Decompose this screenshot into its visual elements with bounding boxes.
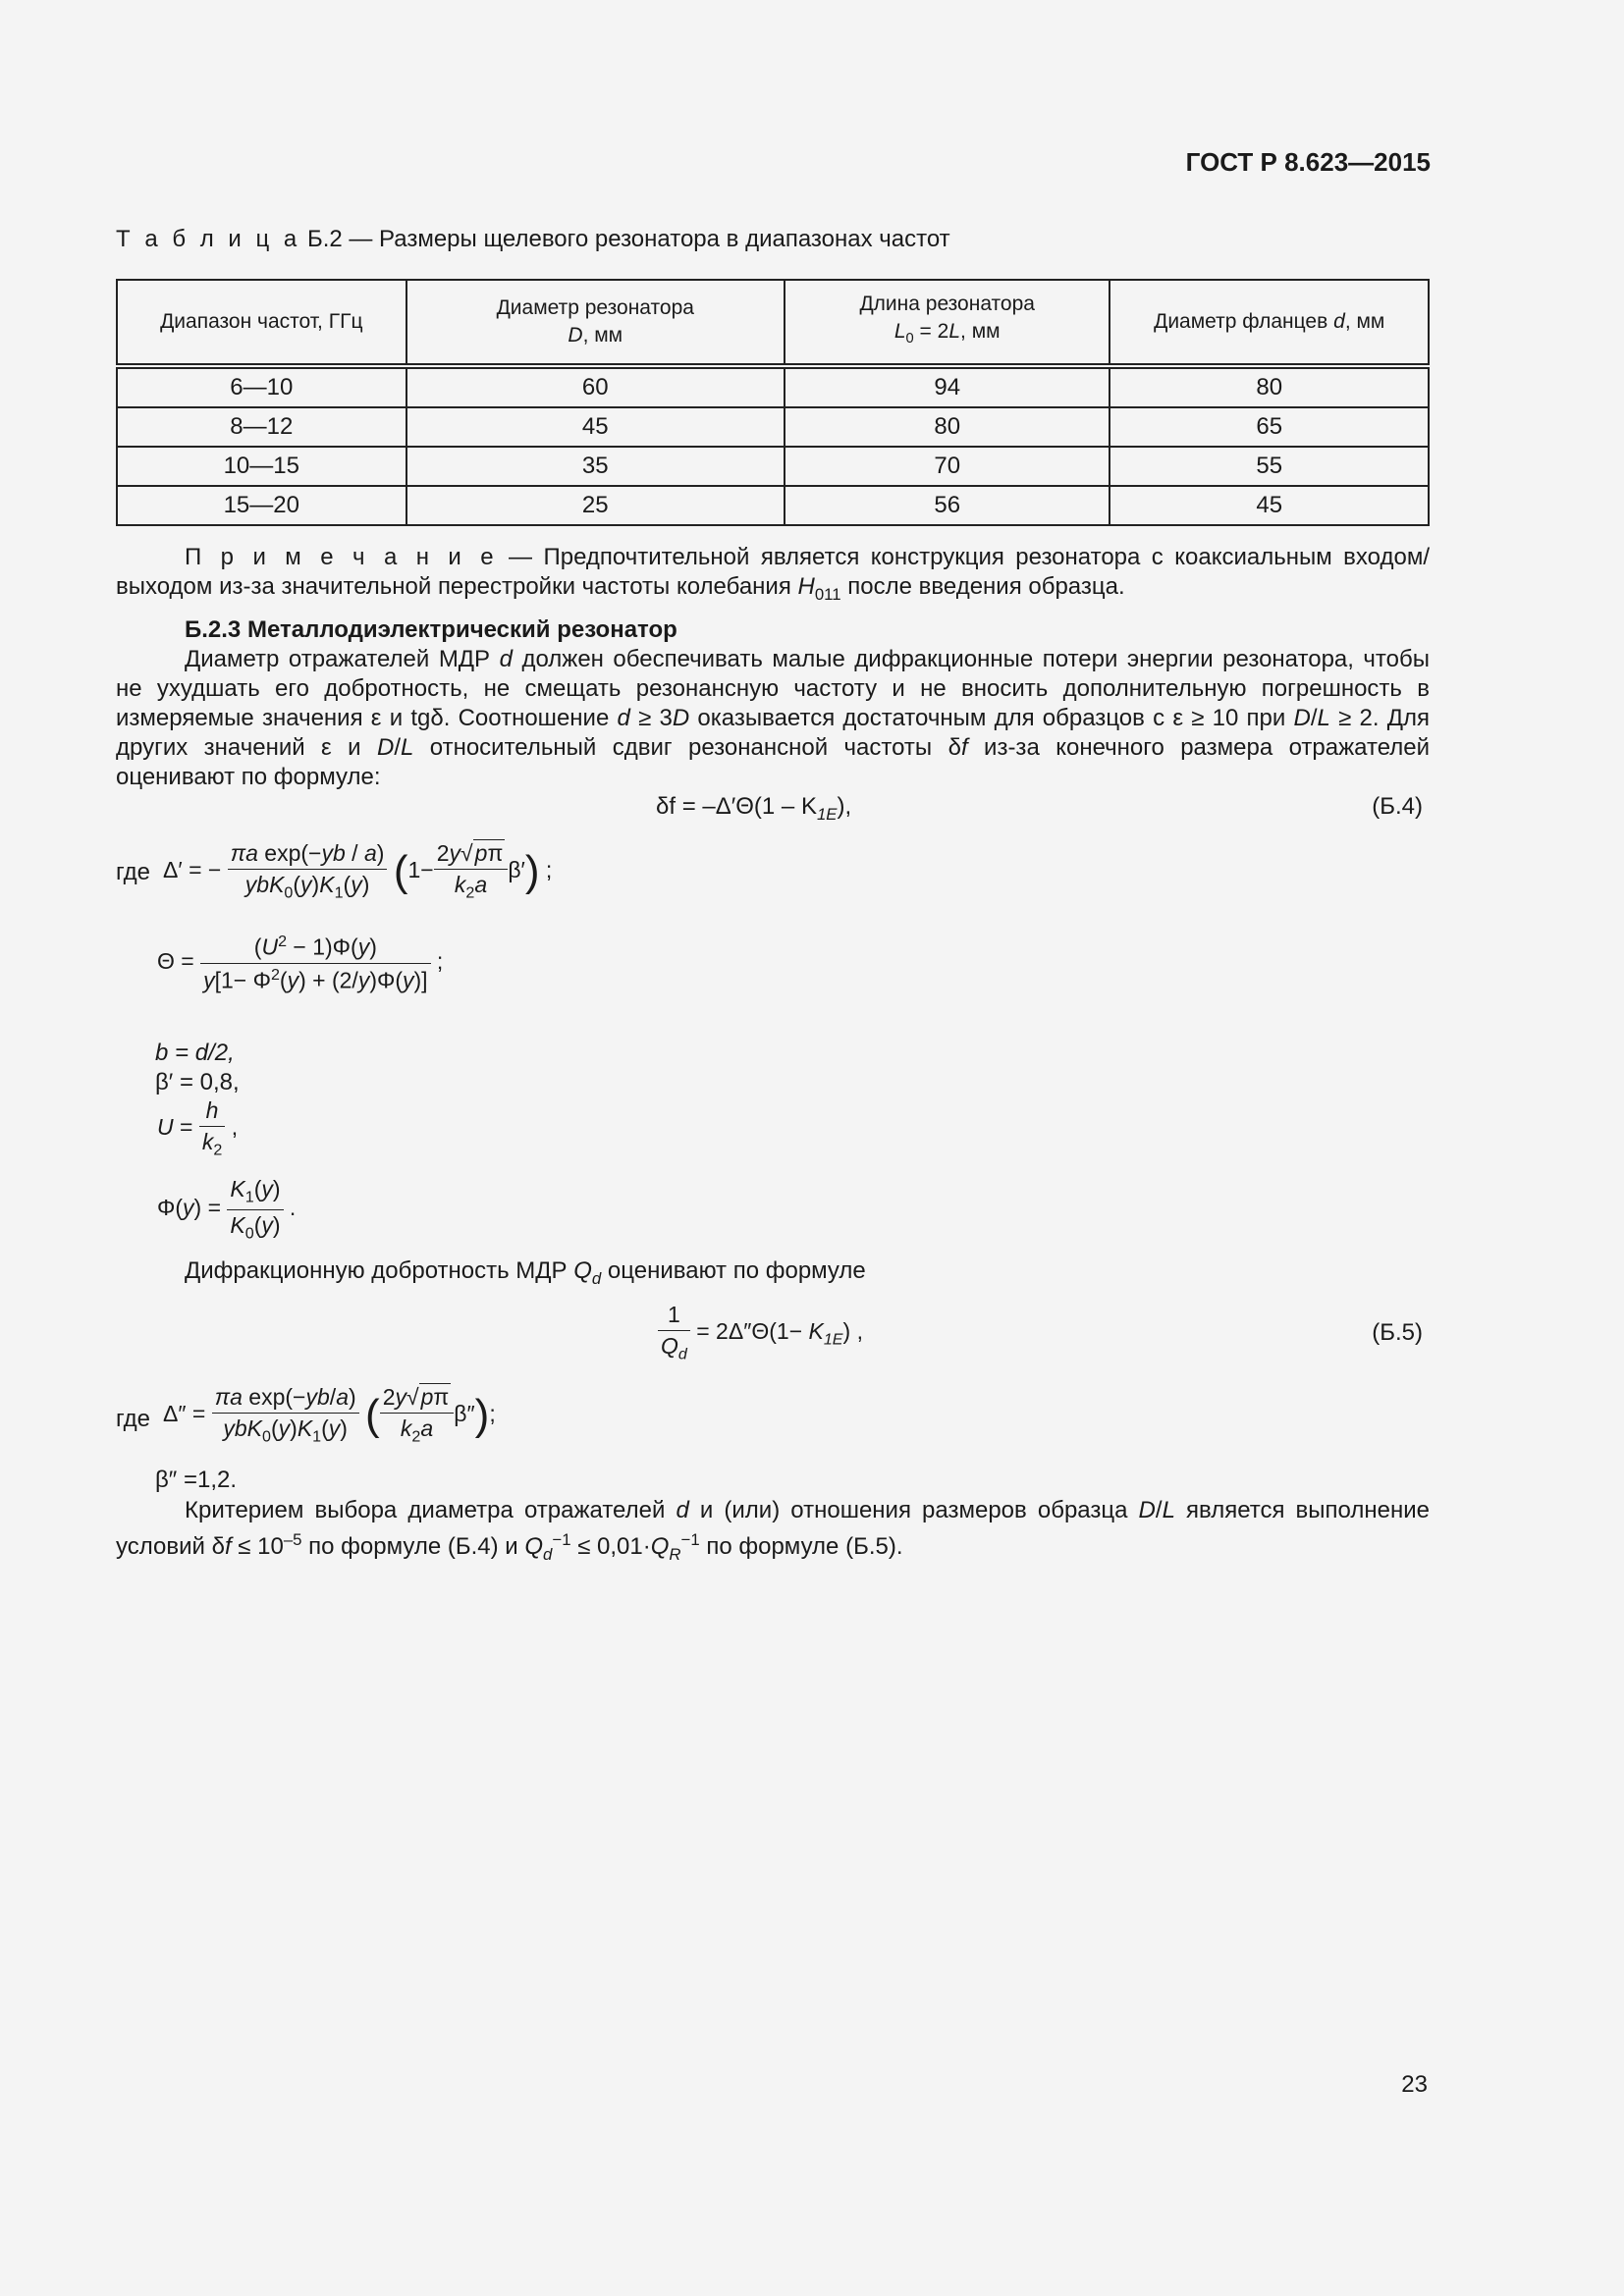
section-paragraph-3: Критерием выбора диаметра отражателей d и (или) отношения размеров образца D/L является выполнение условий $\delta f \le 10^{-5}$ по формуле (Б.4) и $Q_d^{-1} \le 0,01\cdot Q_R^{-1}$ по формуле (Б.5). (116, 1497, 1430, 1564)
section-paragraph-2: Дифракционную добротность МДР $Q_d$ оценивают по формуле (185, 1257, 866, 1288)
header-flange-diameter: Диаметр фланцев d, мм (1110, 280, 1429, 366)
where-label-2: где (116, 1406, 151, 1432)
cell-flange: 45 (1110, 486, 1429, 525)
section-paragraph-1: Диаметр отражателей МДР d должен обеспечивать малые дифракционные потери энергии резонатора, чтобы не ухудшать его добротность, не смещать резонансную частоту и не вносить дополнительную погрешность в измеряемые значения ε и tgδ. Соотношение d ≥ 3D оказывается достаточным для образцов с ε ≥ 10 при D/L ≥ 2. Для других значений ε и D/L относительный сдвиг резонансной частоты δf из-за конечного размера отражателей оценивают по формуле: (116, 646, 1431, 790)
table-row (117, 366, 1429, 407)
header-resonator-length: Длина резонатора $L_0 = 2L$, мм (785, 280, 1110, 366)
theta-formula: Θ = $\frac{(U^2 - 1)\Phi(y)}{y[1- \Phi^2(y) + (2/y)\Phi(y)]}$ ; (157, 933, 444, 993)
where-label: где (116, 859, 151, 885)
var-beta-double-prime: β″ =1,2. (155, 1467, 238, 1493)
cell-diameter: 25 (406, 486, 785, 525)
document-code: ГОСТ Р 8.623—2015 (1185, 147, 1431, 177)
page-number: 23 (1401, 2071, 1428, 2098)
cell-length: 94 (785, 366, 1110, 407)
cell-length: 80 (785, 407, 1110, 447)
equation-b5: $\frac{1}{Q_d}$ = $2\Delta''\Theta(1- K_{1E})$ , (658, 1302, 863, 1364)
cell-length: 56 (785, 486, 1110, 525)
table-row (117, 486, 1429, 525)
table-header-row (117, 280, 1429, 366)
var-beta-prime: β′ = 0,8, (155, 1069, 240, 1095)
cell-range: 10—15 (117, 447, 406, 486)
cell-flange: 80 (1110, 366, 1429, 407)
cell-diameter: 35 (406, 447, 785, 486)
table-note: П р и м е ч а н и е — Предпочтительной является конструкция резонатора с коаксиальным входом/выходом из-за значительной перестройки частоты колебания $H_{011}$ после введения образца. (116, 544, 1430, 604)
cell-length: 70 (785, 447, 1110, 486)
table-row (117, 447, 1429, 486)
section-title: Б.2.3 Металлодиэлектрический резонатор (185, 616, 677, 643)
equation-b4: $\delta f = -\Delta'\Theta(1 - K_{1E})$, (656, 793, 852, 824)
cell-flange: 65 (1110, 407, 1429, 447)
cell-diameter: 60 (406, 366, 785, 407)
equation-b5-number: (Б.5) (1372, 1319, 1423, 1346)
table-row (117, 407, 1429, 447)
table-caption (116, 226, 950, 253)
header-frequency-range: Диапазон частот, ГГц (117, 280, 406, 366)
cell-diameter: 45 (406, 407, 785, 447)
u-formula: U = $\frac{h}{k_2}$ , (157, 1097, 239, 1159)
cell-range: 15—20 (117, 486, 406, 525)
var-b: b = d/2, (155, 1040, 235, 1066)
table-caption-prefix: Т а б л и ц а (116, 226, 301, 252)
header-resonator-diameter: Диаметр резонатора D, мм (406, 280, 785, 366)
equation-b4-number: (Б.4) (1372, 793, 1423, 820)
delta-double-prime-formula: Δ″ = $\frac{\text{πa exp(−yb/a)}}{ybK_0(y)K_1(y)}$ ( $\frac{2y√p\pi}{k_2a}$ β″); (163, 1384, 496, 1446)
cell-range: 6—10 (117, 366, 406, 407)
table-caption-text: Б.2 — Размеры щелевого резонатора в диапазонах частот (306, 226, 950, 252)
phi-formula: Φ(y) = $\frac{K_1(y)}{K_0(y)}$ . (157, 1176, 297, 1243)
cell-range: 8—12 (117, 407, 406, 447)
delta-prime-formula: Δ′ = − $\frac{\text{πa exp(−yb / a)}}{ybK_0(y)K_1(y)}$ (1− $\frac{2y√p\pi}{k_2a}$ β′) ; (163, 840, 553, 902)
cell-flange: 55 (1110, 447, 1429, 486)
resonator-size-table (116, 279, 1430, 526)
